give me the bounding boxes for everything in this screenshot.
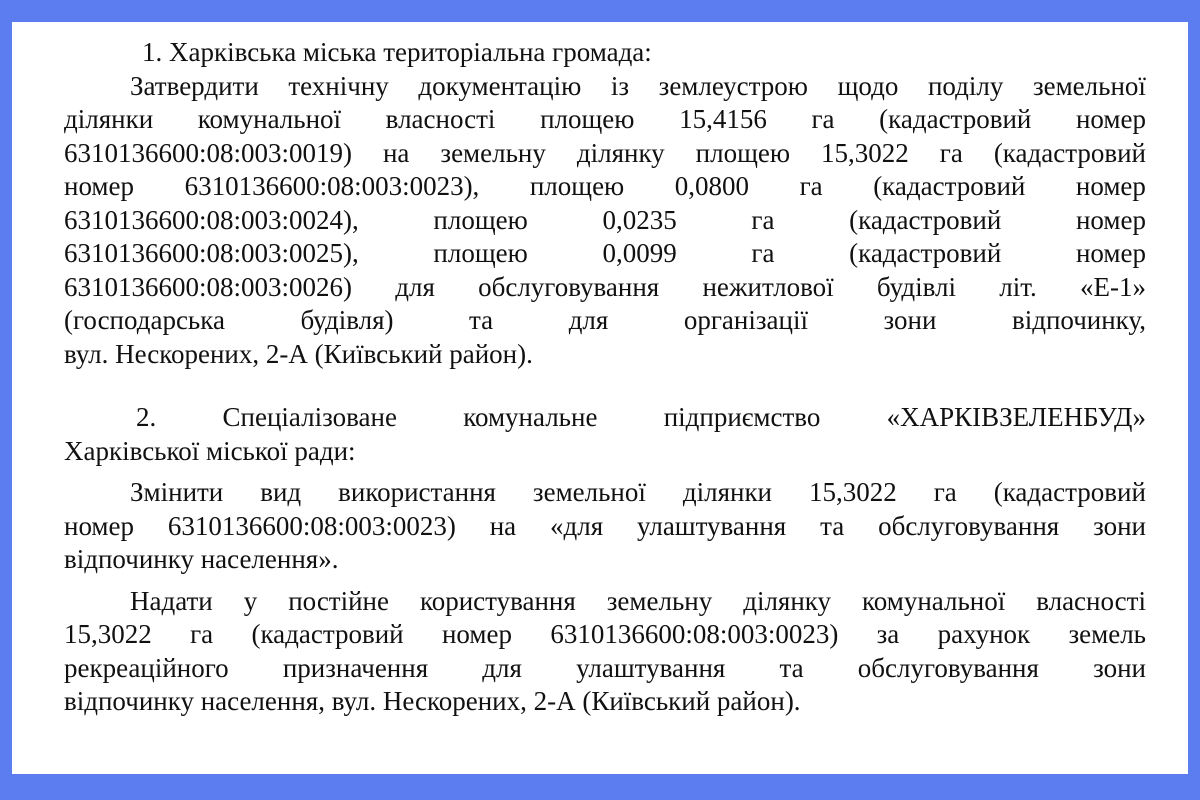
word: комунальне — [463, 402, 598, 432]
word: зони — [883, 305, 937, 335]
word: 0,0800 — [674, 171, 750, 201]
word: «ХАРКІВЗЕЛЕНБУД» — [886, 402, 1146, 432]
paragraph-gap — [64, 577, 1146, 585]
text-line — [64, 137, 1146, 171]
word: (господарська — [64, 305, 225, 335]
section-2-heading — [64, 401, 1146, 468]
section-2-paragraph-1 — [64, 476, 1146, 577]
word: Надати — [130, 585, 213, 616]
word: га — [799, 171, 823, 201]
word: номер — [64, 171, 135, 201]
line-text: вул. Нескорених, 2-А (Київський район). — [64, 338, 533, 369]
word: га — [811, 104, 835, 134]
section-2-paragraph-2 — [64, 585, 1146, 719]
text-line — [64, 476, 1146, 510]
word: рекреаційного — [64, 652, 229, 683]
word: за — [876, 619, 900, 649]
word: рахунок — [937, 619, 1031, 649]
word: 6310136600:08:003:0023), — [184, 171, 480, 201]
word: будівля) — [300, 305, 394, 335]
word: комунальної — [862, 585, 1006, 616]
text-line — [64, 170, 1146, 204]
paragraph-gap — [64, 468, 1146, 476]
word: га — [933, 477, 957, 507]
word: 6310136600:08:003:0026) — [64, 271, 352, 302]
text-line — [64, 70, 1146, 104]
text-line — [64, 271, 1146, 305]
word: будівлі — [876, 271, 957, 302]
word: земель — [1068, 619, 1146, 649]
word: «Е-1» — [1080, 271, 1146, 302]
word: зони — [1093, 510, 1146, 541]
word: 6310136600:08:003:0019) — [64, 137, 352, 168]
word: (кадастровий — [993, 137, 1146, 168]
text-line — [64, 338, 1146, 372]
word: площею — [433, 238, 528, 268]
word: 15,3022 — [64, 619, 152, 649]
word: для — [395, 271, 435, 302]
section-gap — [64, 371, 1146, 401]
word: власності — [385, 104, 496, 134]
word: Змінити — [130, 477, 224, 507]
word: площею — [529, 171, 625, 201]
word: (кадастровий — [873, 171, 1026, 201]
word: вид — [260, 477, 302, 507]
word: та — [469, 305, 494, 335]
word: га — [939, 137, 963, 168]
word: на — [489, 510, 517, 541]
word: комунальної — [197, 104, 342, 134]
word: площею — [433, 204, 528, 235]
word: земельну — [440, 137, 546, 168]
word: організації — [683, 305, 808, 335]
word: Затвердити — [130, 70, 259, 101]
line-text: Харківської міської ради: — [64, 435, 356, 466]
word: 0,0235 — [602, 204, 677, 235]
word: та — [820, 510, 845, 541]
word: га — [751, 238, 775, 268]
word: номер — [1075, 104, 1146, 134]
word: Спеціалізоване — [222, 402, 397, 432]
word: «для — [550, 510, 604, 541]
text-line — [64, 585, 1146, 619]
word: та — [779, 652, 804, 683]
text-line — [64, 510, 1146, 544]
word: обслуговування — [478, 271, 660, 302]
text-line — [64, 435, 1146, 469]
word: користування — [419, 585, 576, 616]
word: 2. — [136, 402, 157, 432]
word: земельної — [532, 477, 646, 507]
word: га — [190, 619, 214, 649]
word: документацію — [418, 70, 582, 101]
word: земельної — [1032, 70, 1146, 101]
word: 0,0099 — [602, 238, 677, 268]
word: га — [751, 204, 775, 235]
word: 6310136600:08:003:0024), — [64, 204, 359, 235]
word: номер — [1075, 204, 1146, 235]
word: площею — [695, 137, 791, 168]
word: підприємство — [663, 402, 821, 432]
word: для — [482, 652, 522, 683]
text-line — [64, 304, 1146, 338]
text-line — [64, 103, 1146, 137]
word: для — [568, 305, 609, 335]
word: 6310136600:08:003:0023) — [167, 510, 456, 541]
text-line — [64, 685, 1146, 719]
line-text: відпочинку населення, вул. Нескорених, 2-А (Київський район). — [64, 686, 801, 716]
word: землеустрою — [658, 70, 808, 101]
word: ділянки — [682, 477, 773, 507]
document-text — [64, 36, 1146, 719]
word: літ. — [999, 271, 1037, 302]
word: (кадастровий — [879, 104, 1032, 134]
word: обслуговування — [857, 652, 1039, 683]
word: улаштування — [576, 652, 726, 683]
section-1-paragraph — [64, 70, 1146, 372]
word: власності — [1036, 585, 1146, 616]
text-line — [64, 204, 1146, 238]
word: зони — [1093, 652, 1146, 683]
word: 15,4156 — [679, 104, 767, 134]
section-1-heading: 1. Харківська міська територіальна громада: — [142, 37, 652, 67]
word: номер — [1075, 238, 1146, 268]
document-page — [12, 22, 1188, 774]
line-text: відпочинку населення». — [64, 544, 339, 574]
word: номер — [441, 619, 512, 649]
word: постійне — [288, 585, 389, 616]
word: призначення — [282, 652, 429, 683]
word: номер — [64, 510, 135, 541]
text-line — [64, 543, 1146, 577]
word: технічну — [288, 70, 389, 101]
word: 15,3022 — [808, 477, 897, 507]
word: у — [243, 585, 258, 616]
word: (кадастровий — [251, 619, 404, 649]
word: відпочинку, — [1011, 305, 1146, 335]
word: 6310136600:08:003:0023) — [550, 619, 839, 649]
word: 15,3022 — [821, 137, 909, 168]
word: ділянки — [64, 104, 154, 134]
text-line — [64, 618, 1146, 652]
word: із — [610, 70, 630, 101]
word: поділу — [927, 70, 1004, 101]
word: ділянку — [576, 137, 665, 168]
word: (кадастровий — [993, 477, 1146, 507]
word: використання — [338, 477, 496, 507]
word: нежитлової — [702, 271, 834, 302]
word: ділянку — [743, 585, 832, 616]
word: (кадастровий — [849, 238, 1002, 268]
word: площею — [540, 104, 635, 134]
word: обслуговування — [878, 510, 1060, 541]
word: земельну — [606, 585, 713, 616]
word: 6310136600:08:003:0025), — [64, 238, 359, 268]
word: номер — [1075, 171, 1146, 201]
text-line — [64, 237, 1146, 271]
word: (кадастровий — [849, 204, 1002, 235]
word: улаштування — [637, 510, 787, 541]
word: щодо — [837, 70, 899, 101]
text-line — [64, 652, 1146, 686]
text-line — [64, 401, 1146, 435]
word: на — [382, 137, 410, 168]
